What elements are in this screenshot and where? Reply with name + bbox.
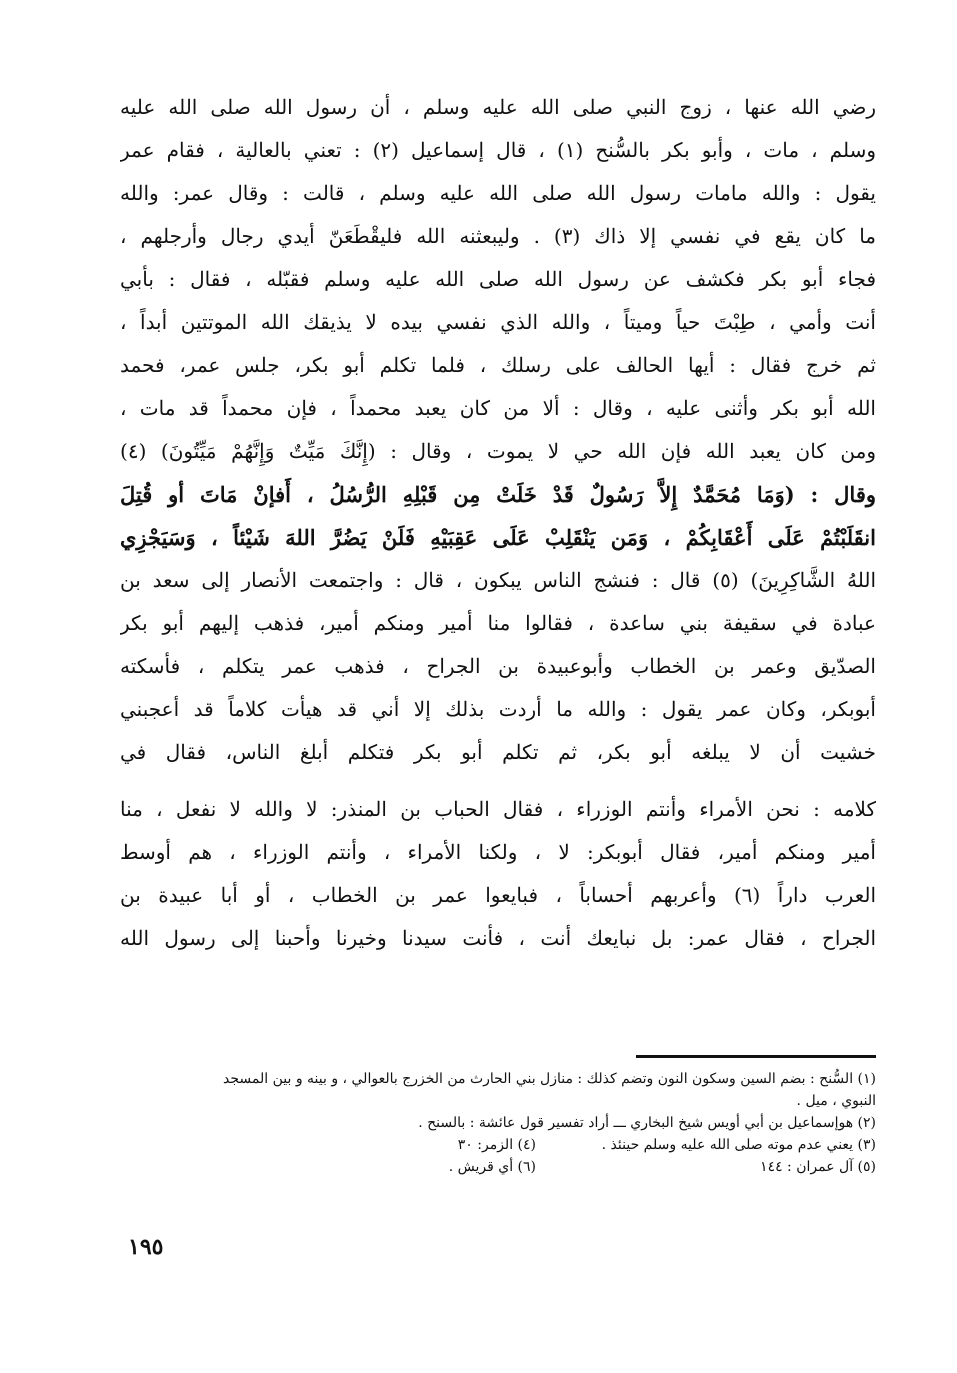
footnote-6: (٦) أي قريش . <box>448 1159 536 1175</box>
text-line: ما كان يقع في نفسي إلا ذاك (٣) . وليبعثنه الله فليقْطَعَنّ أيدي رجال وأرجلهم ، <box>120 224 876 248</box>
text-line: يقول : والله مامات رسول الله صلى الله عليه وسلم ، قالت : وقال عمر: والله <box>120 181 876 205</box>
text-line: أبوبكر، وكان عمر يقول : والله ما أردت بذلك إلا أني قد هيأت كلاماً قد أعجبني <box>120 697 876 721</box>
footnote-1-cont: النبوي ، ميل . <box>796 1093 876 1109</box>
text-line: عبادة في سقيفة بني ساعدة ، فقالوا منا أمير ومنكم أمير، فذهب إليهم أبو بكر <box>120 611 876 635</box>
footnote-4: (٤) الزمر: ٣٠ <box>457 1137 536 1153</box>
text-line: الجراح ، فقال عمر: بل نبايعك أنت ، فأنت سيدنا وخيرنا وأحبنا إلى رسول الله <box>120 926 876 950</box>
text-line: أنت وأمي ، طِبْتَ حياً وميتاً ، والله الذي نفسي بيده لا يذيقك الله الموتتين أبداً ، <box>120 310 876 334</box>
page-number: ١٩٥ <box>128 1234 164 1260</box>
text-line: ثم خرج فقال : أيها الحالف على رسلك ، فلما تكلم أبو بكر، جلس عمر، فحمد <box>120 353 876 377</box>
text-line: رضي الله عنها ، زوج النبي صلى الله عليه وسلم ، أن رسول الله صلى الله عليه <box>120 95 876 119</box>
text-line: الصدّيق وعمر بن الخطاب وأبوعبيدة بن الجراح ، فذهب عمر يتكلم ، فأسكته <box>120 654 876 678</box>
footnote-row-3-4 <box>120 1134 876 1156</box>
footnote-2: (٢) هوإسماعيل بن أبي أويس شيخ البخاري ـــ أراد تفسير قول عائشة : بالسنح . <box>418 1115 876 1131</box>
text-line: كلامه : نحن الأمراء وأنتم الوزراء ، فقال الحباب بن المنذر: لا والله لا نفعل ، منا <box>120 797 876 821</box>
text-line: خشيت أن لا يبلغه أبو بكر، ثم تكلم أبو بكر فتكلم أبلغ الناس، فقال في <box>120 740 876 764</box>
main-text <box>120 86 876 960</box>
text-line: فجاء أبو بكر فكشف عن رسول الله صلى الله عليه وسلم فقبّله ، فقال : بأبي <box>120 267 876 291</box>
text-line: العرب داراً (٦) وأعربهم أحساباً ، فبايعوا عمر بن الخطاب ، أو أبا عبيدة بن <box>120 883 876 907</box>
quran-verse-line: انقَلَبْتُمْ عَلَى أَعْقَابِكُمْ ، وَمَن يَنْقَلِبْ عَلَى عَقِبَيْهِ فَلَنْ يَضُرَّ اللهَ شَيْئاً ، وَسَيَجْزِي <box>120 525 876 550</box>
paragraph-gap <box>120 774 876 788</box>
footnote-5: (٥) آل عمران : ١٤٤ <box>760 1159 876 1175</box>
footnote-row-5-6 <box>120 1156 876 1178</box>
text-line: وسلم ، مات ، وأبو بكر بالسُّنح (١) ، قال إسماعيل (٢) : تعني بالعالية ، فقام عمر <box>120 138 876 162</box>
footnote-separator <box>636 1055 876 1058</box>
footnote-3: (٣) يعني عدم موته صلى الله عليه وسلم حينئذ . <box>601 1137 876 1153</box>
text-line: ومن كان يعبد الله فإن الله حي لا يموت ، وقال : (إِنَّكَ مَيِّتٌ وَإِنَّهُمْ مَيِّتُونَ) (٤) <box>120 439 876 463</box>
text-line: اللهُ الشَّاكِرِينَ) (٥) قال : فنشج الناس يبكون ، قال : واجتمعت الأنصار إلى سعد بن <box>120 568 876 592</box>
quran-verse-line: وقال : (وَمَا مُحَمَّدٌ إِلاَّ رَسُولٌ قَدْ خَلَتْ مِن قَبْلِهِ الرُّسُلُ ، أَفإنْ مَاتَ أو قُتِلَ <box>120 482 876 507</box>
text-line: الله أبو بكر وأثنى عليه ، وقال : ألا من كان يعبد محمداً ، فإن محمداً قد مات ، <box>120 396 876 420</box>
footnotes <box>120 1068 876 1178</box>
text-line: أمير ومنكم أمير، فقال أبوبكر: لا ، ولكنا الأمراء ، وأنتم الوزراء ، هم أوسط <box>120 840 876 864</box>
footnote-1: (١) السُّنح : بضم السين وسكون النون وتضم كذلك : منازل بني الحارث من الخزرج بالعوالي ، و بينه و بين المسجد <box>223 1071 876 1087</box>
